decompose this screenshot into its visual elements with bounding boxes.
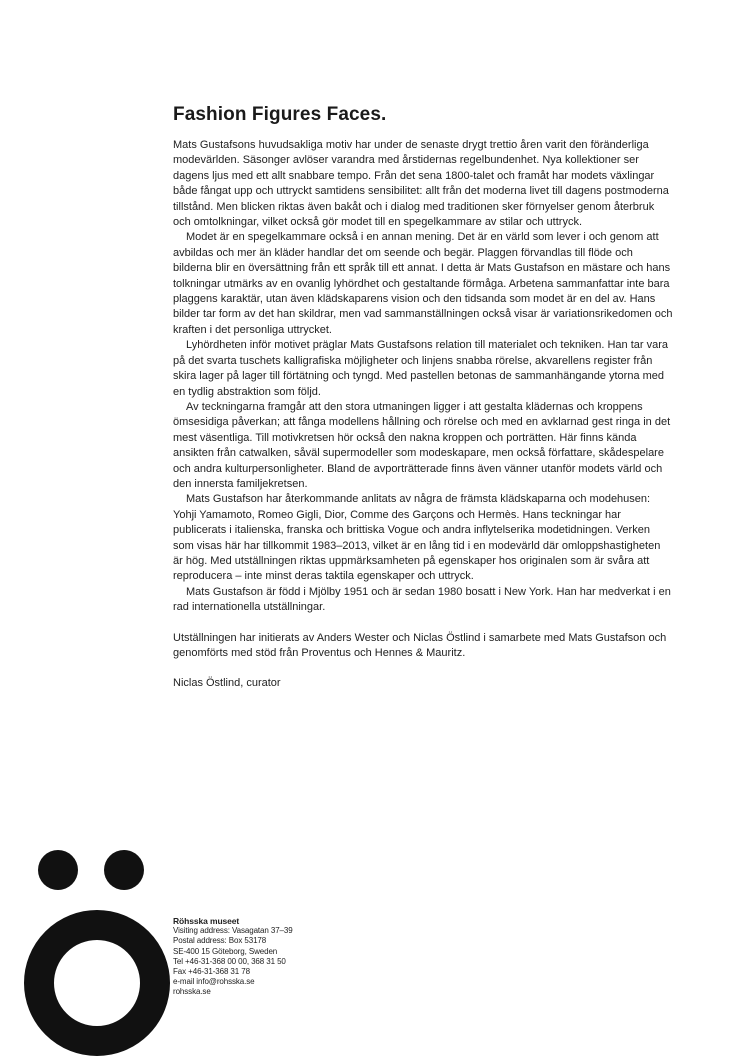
phone-number: Tel +46-31-368 00 00, 368 31 50 — [173, 956, 286, 966]
o-umlaut-logo-icon — [24, 850, 170, 1056]
paragraph-clients: Mats Gustafson har återkommande anlitats av några de främsta klädskaparna och modehusen: Yohji Yamamoto, Romeo Gigli, Dior, Comme des Garçons och Hermès. Hans teckningar har publicerats i italienska, franska och brittiska Vogue och andra inflytelserika modetidningen. Verken som visas här har tillkommit 1983–2013, vilket är en lång tid i en modevärld där omloppshastigheten är hög. Med utställningen riktas uppmärksamheten på egenskaper hos originalen som är svåra att reproducera – inte minst deras taktila egenskaper och uttryck. — [173, 493, 661, 583]
page-title: Fashion Figures Faces. — [173, 104, 387, 125]
paragraph-mirror: Modet är en spegelkammare också i en annan mening. Det är en värld som lever i och genom att avbildas och mer än kläder handlar det om seende och begär. Plaggen förvandlas till flöde och bilderna blir en översättning från ett språk till ett annat. I detta är Mats Gustafson en mästare och hans tolkningar utmärks av en ovanlig lyhördhet och gestaltande förmåga. Arbetena sammanfattar inte bara plaggens karaktär, utan även klädskaparens vision och den tidsanda som modet är en del av. Hans bilder tar form av det han skildrar, men vad sammanställningen också visar är variationsrikedomen och kraften i det personliga uttrycket. — [173, 231, 673, 336]
museum-name: Röhsska museet — [173, 916, 240, 926]
logo-dot-left — [38, 850, 78, 890]
signature: Niclas Östlind, curator — [173, 677, 281, 690]
postal-city: SE-400 15 Göteborg, Sweden — [173, 946, 278, 956]
postal-address: Postal address: Box 53178 — [173, 936, 267, 946]
logo-ring — [39, 925, 155, 1041]
paragraph-biography: Mats Gustafson är född i Mjölby 1951 och är sedan 1980 bosatt i New York. Han har medverkat i en rad internationella utställningar. — [173, 585, 671, 614]
email-link[interactable]: e-mail info@rohsska.se — [173, 977, 255, 987]
article-body — [173, 138, 673, 692]
paragraph-technique: Lyhördheten inför motivet präglar Mats Gustafsons relation till materialet och tekniken. Han tar vara på det svarta tuschets kalligrafiska möjligheter och linjens snabba rörelse, akvarellens register från skira lager på lager till förtätning och tyngd. Med pastellen betonas de sammanhängande ytorna med en tydlig abstraktion som följd. — [173, 339, 668, 398]
paragraph-drawings: Av teckningarna framgår att den stora utmaningen ligger i att gestalta klädernas och kroppens ömsesidiga påverkan; att fånga modellens hållning och rörelse och med en avklarnad gest ringa in det mest väsentliga. Till motivkretsen hör också den nakna kroppen och porträtten. Här finns kända ansikten från catwalken, såväl supermodeller som modeskapare, men också författare, skådespelare och andra kulturpersonligheter. Bland de avporträtterade finns även vänner utanför modets värld och den innersta familjekretsen. — [173, 400, 671, 490]
paragraph-credits: Utställningen har initierats av Anders Wester och Niclas Östlind i samarbete med Mats Gustafson och genomförts med stöd från Proventus och Hennes & Mauritz. — [173, 631, 667, 659]
paragraph-intro: Mats Gustafsons huvudsakliga motiv har under de senaste drygt trettio åren varit den föränderliga modevärlden. Säsonger avlöser varandra med årstidernas regelbundenhet. Nya kollektioner ser dagens ljus med ett allt snabbare tempo. Från det sena 1800-talet och framåt har modets växlingar både fångat upp och uttryckt samtidens sensibilitet: allt från det moderna livet till dagens postmoderna tillstånd. Men blicken riktas även bakåt och i dialog med traditionen sker förnyelser genom återbruk och omtolkningar, vilket också gör modet till en spegelkammare av stilar och uttryck. — [173, 139, 669, 229]
visiting-address: Visiting address: Vasagatan 37–39 — [173, 926, 293, 936]
website-link[interactable]: rohsska.se — [173, 987, 211, 997]
fax-number: Fax +46-31-368 31 78 — [173, 967, 250, 977]
museum-contact-block — [173, 916, 293, 998]
logo-dot-right — [104, 850, 144, 890]
